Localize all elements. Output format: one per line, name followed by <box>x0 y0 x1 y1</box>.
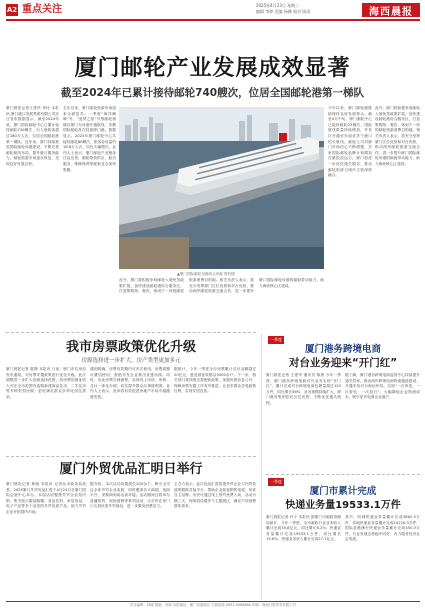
ecommerce-headline-line1: 厦门港务跨境电商 <box>304 344 381 355</box>
cruise-port-photo <box>119 107 324 269</box>
ecommerce-headline-line2: 对台业务迎来“开门红” <box>288 357 398 369</box>
quarter-tag: 一季度 <box>270 479 282 484</box>
page-number-badge: A2 <box>6 6 18 14</box>
trade-fair-column-1: 厦门晨报记者 林晓 本报讯 记者从市商务局获悉，2025厦门外贸优品汇将于4月24日在厦门国际会展中心举办。本届活动聚焦外贸企业拓内销，集中展示服装鞋帽、食品饮料、家居用品、电子产品等多个品类的外贸优质产品，助力外贸企业开拓国内市场。 <box>6 482 86 514</box>
lead-column-1: 厦门晨报记者王建华 李佳 本报讯 厦门港口发展集团有限公司近日发布数据显示，截至2024年底，厦门国际邮轮中心已累计接待邮轮740艘次、出入境旅客超过180万人次，位居全国邮轮港第一梯队。近年来，厦门持续推进国际邮轮母港建设，不断完善邮轮航线布局，提升港口服务能力，邮轮旅游市场逐步恢复，呈现良好发展态势。 <box>6 106 59 166</box>
photo-caption: ▲厦门国际邮轮母港码头风貌 资料图 <box>177 272 235 276</box>
newspaper-logo: 海西晨报 <box>362 3 420 17</box>
lead-column-2: 去年以来，厦门邮轮旅游市场迎来全面复苏。一季度“海洋嘀嘀”号、“蓝梦之星”号等邮轮相继以厦门为母港开通航线，多艘国际邮轮首次挂靠厦门港。数据显示，2024年厦门邮轮中心共接待邮轮88艘次，旅客吞吐量约16.8万人次，同比大幅增长。业内人士表示，厦门邮轮产业链条日趋完善，邮轮物资供应、船员服务、维修保养等配套业态加快集聚。 <box>63 106 116 172</box>
ecommerce-column-2: 据了解，厦门港务跨境电商监管中心持续提升通关效率，推动两岸跨境电商物流通道建设，开通多条对台海运快线，实现“一次申报、一次查验、一次放行”，大幅降低企业物流成本，吸引更多电商企业落户。 <box>345 373 420 400</box>
trade-fair-column-3: 主办方表示，此次优品汇将搭建外贸企业与内贸渠道的精准对接平台，帮助企业拓宽销售渠道、培育自主品牌。市民可通过线上预约免费入场，活动为期三天，现场将设置多个主题展区，满足不同消费群体需求。 <box>174 482 256 509</box>
housing-headline: 我市房票政策优化升级 <box>65 340 196 355</box>
express-column-1: 厦门晨报记者 叶子 本报讯 据厦门市邮政管理局统计，今年一季度，全市邮政行业业务收入累计完成35.8亿元，同比增长8.2%；快递业务量累计完成19533.1万件，同比增长15.6%，快递业务收入累计完成27.1亿元。 <box>266 515 341 542</box>
divider <box>6 332 256 333</box>
issue-date: 2025年4月23日 星期三 <box>256 3 300 8</box>
section-title: 重点关注 <box>22 4 62 15</box>
issue-editor: 编辑 李婷 美编 杨柳 校对 陈雨 <box>256 9 311 14</box>
footer-info: 责任编辑：林晓 排版：李婷 本报地址：厦门市湖里区 订阅热线 0592-5588888 印刷：海西日报印务有限公司 <box>130 603 296 607</box>
housing-subheadline: 房源选择进一步扩大，房产类型更加多元 <box>81 358 181 364</box>
header-rule <box>6 19 420 21</box>
lead-subheadline: 截至2024年已累计接待邮轮740艘次，位居全国邮轮港第一梯队 <box>60 87 365 99</box>
divider <box>266 474 420 475</box>
divider <box>6 456 256 457</box>
quarter-tag: 一季度 <box>270 337 282 342</box>
cruise-port-illustration <box>119 107 324 269</box>
express-column-2: 其中，同城快递业务量累计完成3862.5万件，异地快递业务量累计完成15220.3万件，国际及港澳台快递业务量累计完成450.3万件，行业发展态势稳中向好，有力服务经济社会发展。 <box>345 515 420 542</box>
trade-fair-column-2: 据介绍，本次活动设置展位200余个，吸引全市百余家外贸企业参展，同时邀请各大商超、电商平台、采购商到场洽谈对接。活动期间还将举办直播带货、现场促销等系列活动，让市民在家门口买到优质外贸商品，进一步激发消费活力。 <box>90 482 170 509</box>
issue-meta <box>256 3 356 15</box>
housing-column-1: 厦门晨报记者 陈静 本报讯 日前，厦门市住房局发布通知，对房票安置政策进行优化升级。此次调整进一步扩大房源选择范围，持房票的被征收人可在全市范围内选购新建商品住房、二手住房等多种类型房源，更好满足群众多样化居住需求。 <box>6 367 86 399</box>
ecommerce-column-1: 厦门晨报记者 王建华 通讯员 陈晨 今年一季度，厦门港务跨境电商对台业务实现“开门红”，累计完成对台跨境电商包裹量超过120万件，同比增长56%，业务规模持续扩大。厦门港务集团依托区位优势，不断优化通关流程。 <box>266 373 341 405</box>
express-headline-line1: 厦门市累计完成 <box>309 486 377 497</box>
footer-rule <box>6 601 420 602</box>
lead-column-4: 此外，厦门将积极争取邮轮入境免签政策扩展，加快建设邮轮港综合服务区，打造集购物、餐饮、休闲于一体的邮轮旅游消费目的地。相关负责人表示，将充分发挥厦门区位优势和对台优势，推动两岸邮轮旅游交流合作，进一步提升厦门国际邮轮母港的辐射带动能力，助力海丝核心区建设。 <box>375 106 420 166</box>
column-separator <box>261 334 262 600</box>
housing-column-2: 通知明确，房票有效期内可多次使用，房票面额可叠加使用，鼓励开发企业推出优惠房源。同时，优化房票办理流程，实现线上申请、审核、兑付一体化办理，切实提升群众办事便利度。业内人士表示，此举将有效促进房地产市场平稳健康发展。 <box>90 367 170 399</box>
lead-headline: 厦门邮轮产业发展成效显著 <box>74 56 351 81</box>
lead-continuation: 此外，厦门将积极争取邮轮入境免签政策扩展，加快建设邮轮港综合服务区，打造集购物、餐饮、休闲于一体的邮轮旅游消费目的地。相关负责人表示，将充分发挥厦门区位优势和对台优势，推动两岸邮轮旅游交流合作，进一步提升厦门国际邮轮母港的辐射带动能力，助力海丝核心区建设。 <box>119 278 324 294</box>
express-headline-line2: 快递业务量19533.1万件 <box>285 500 401 511</box>
trade-fair-headline: 厦门外贸优品汇明日举行 <box>59 462 203 477</box>
lead-column-3: 今年以来，厦门邮轮港继续保持良好发展势头。截至4月中旬，厦门邮轮中心已接待邮轮23艘次，国际航线数量持续增加，并首次开通至东南亚多个港口的长航线。邮轮公司对厦门市场信心不断增强，多家国际邮轮品牌计划增加在厦投放运力。厦门将进一步优化通关服务，推动邮轮旅游与城市文旅深度融合。 <box>328 106 372 178</box>
housing-column-3: 据统计，今年一季度全市房票累计兑付金额超过20亿元，惠及被征收群众3000余户。下一步，相关部门将持续完善配套政策，加强房源信息公开，保障房票安置工作有序推进，让更多群众享受政策红利，实现安居宜居。 <box>174 367 256 394</box>
